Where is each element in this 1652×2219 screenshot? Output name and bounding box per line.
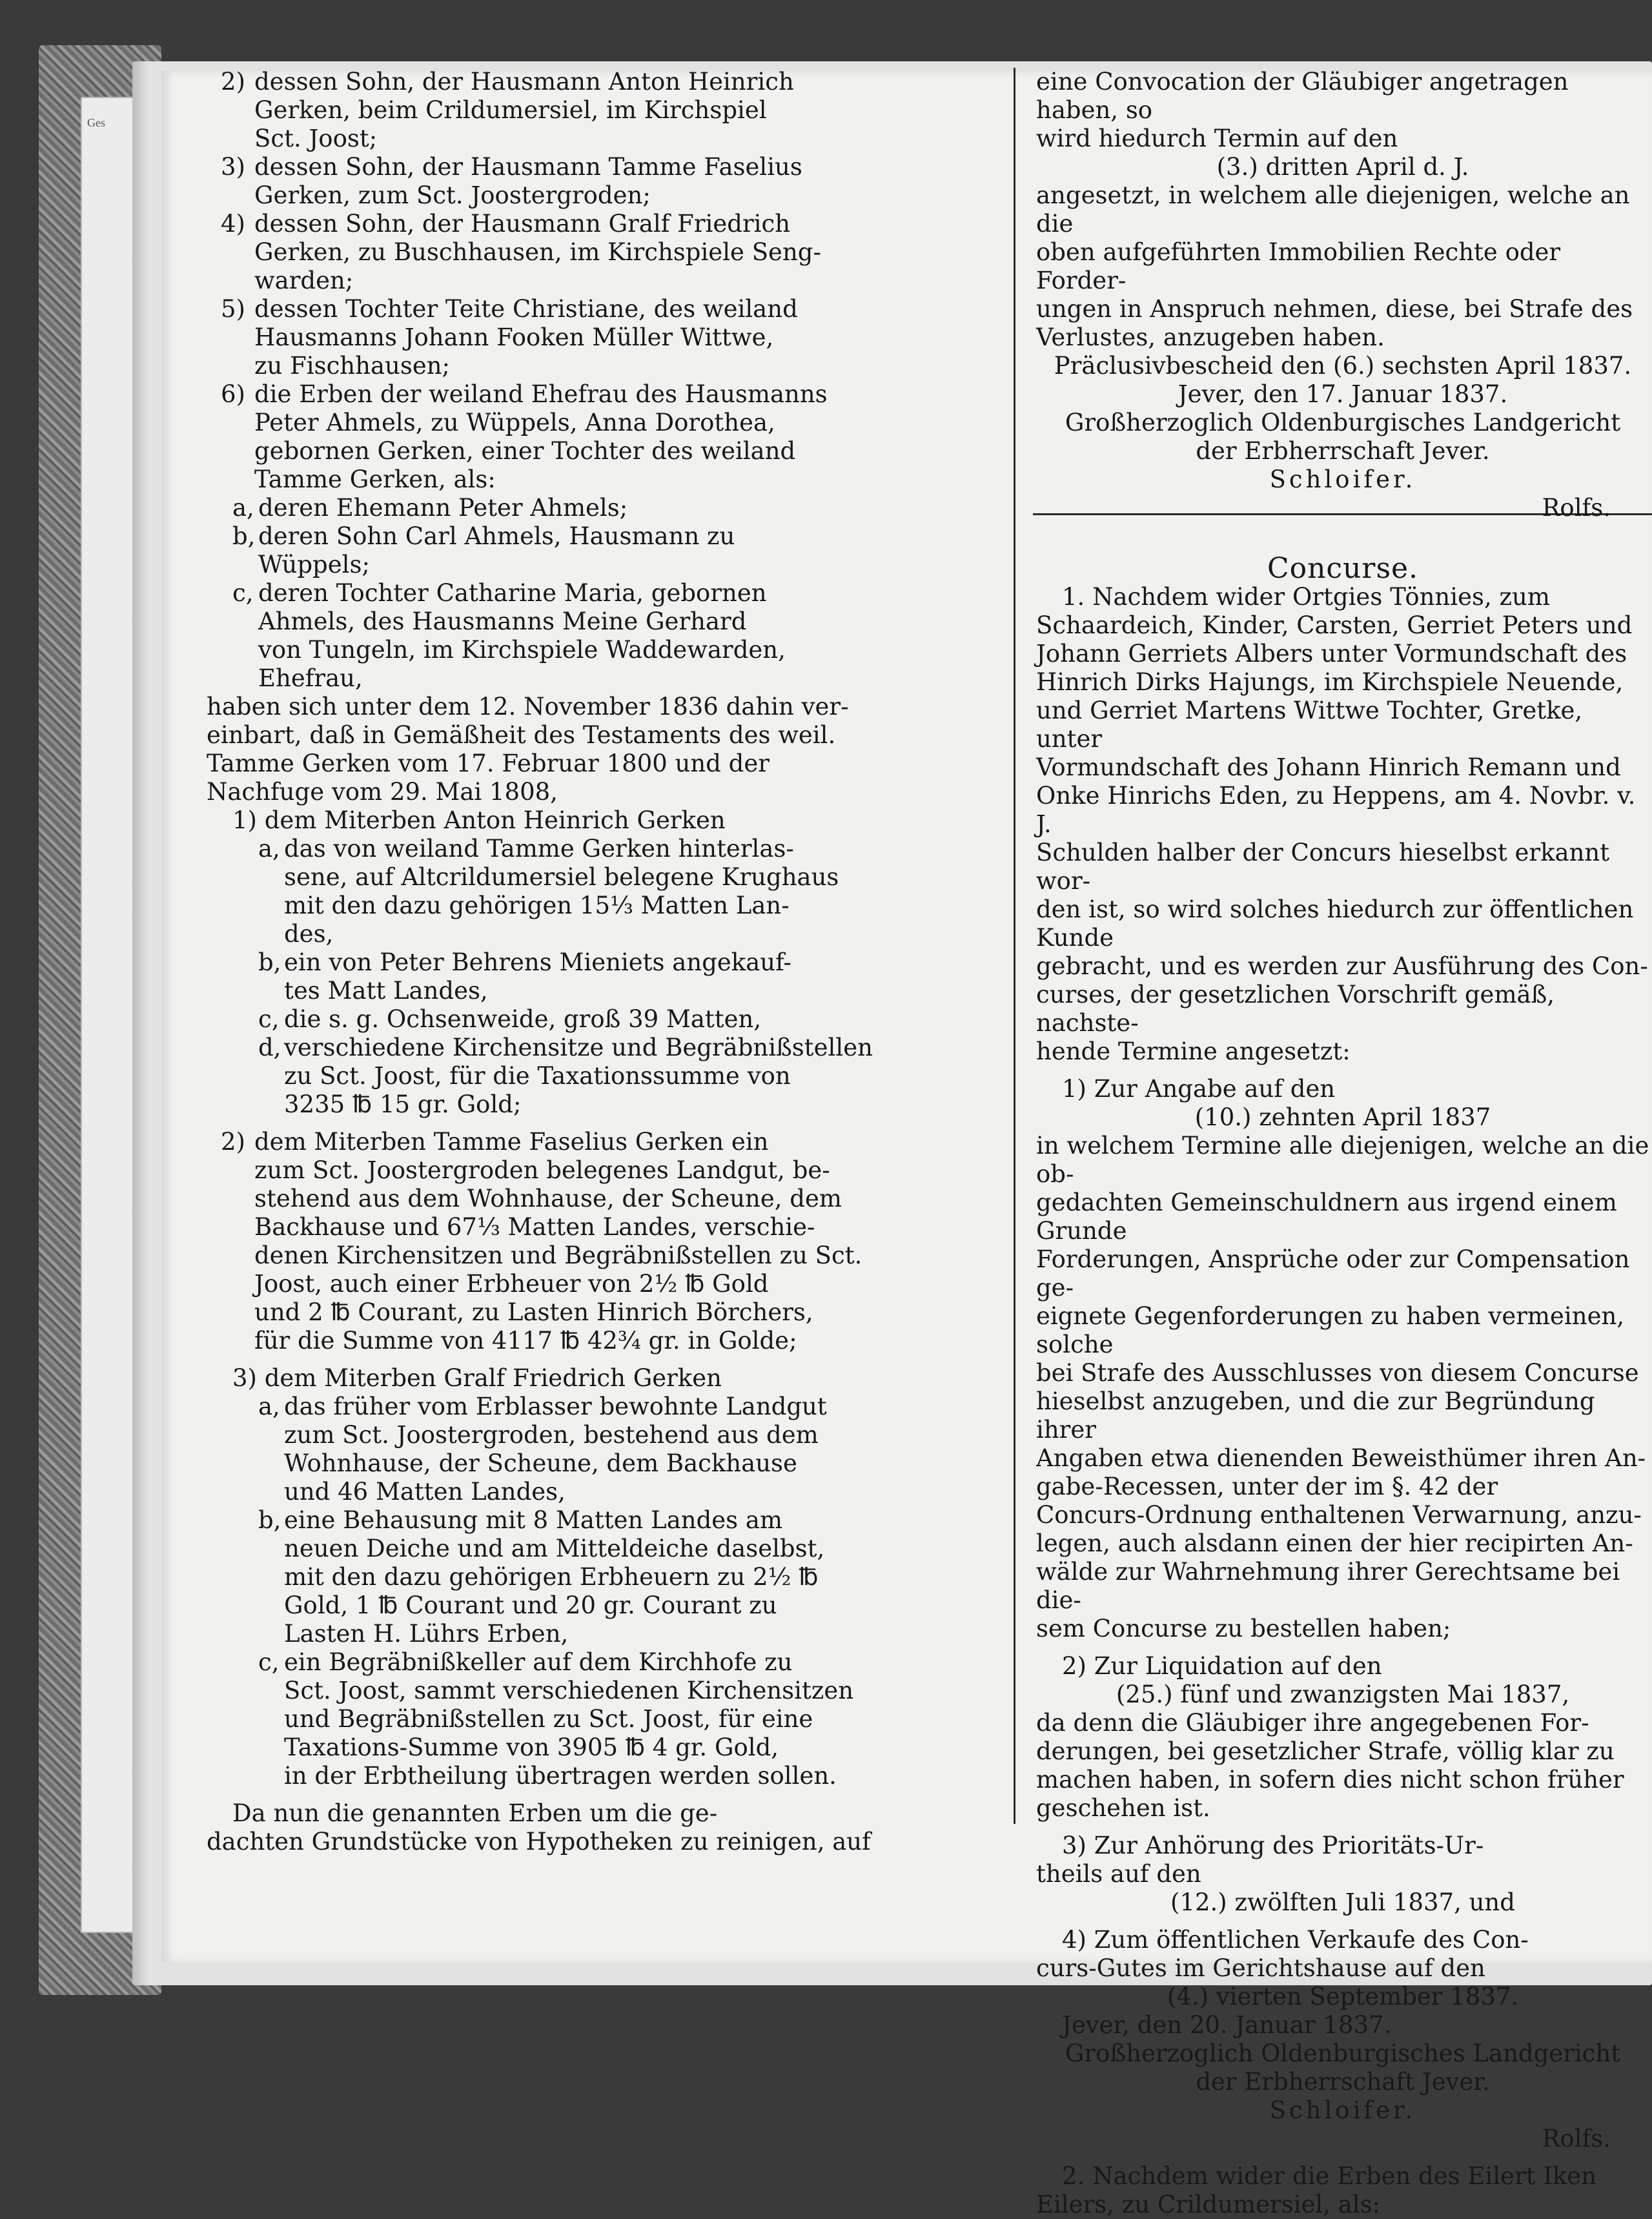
text-line: haben sich unter dem 12. November 1836 dahin ver- <box>207 693 849 721</box>
term-3-date: (12.) zwölften Juli 1837, und <box>1170 1888 1515 1916</box>
item-line: Taxations-Summe von 3905 ℔ 4 gr. Gold, <box>284 1733 779 1761</box>
item-line: Peter Ahmels, zu Wüppels, Anna Dorothea, <box>254 409 775 436</box>
numbered-item <box>207 153 988 210</box>
notice-2 <box>1036 2162 1649 2219</box>
numbered-item <box>207 295 988 380</box>
sub-heirs-list <box>207 494 988 693</box>
text-line: hende Termine angesetzt: <box>1036 1038 1351 1065</box>
signer-schloifer: Schloifer. <box>1269 465 1416 493</box>
item-text <box>254 153 802 210</box>
item-line: warden; <box>254 267 354 294</box>
previous-page-fragment: Ges <box>87 116 105 129</box>
text-line: gebracht, und es werden zur Ausführung des Con- <box>1036 952 1648 980</box>
dateline-2: Jever, den 20. Januar 1837. <box>1062 2011 1392 2039</box>
dateline: Jever, den 17. Januar 1837. <box>1178 380 1508 408</box>
item-line: und 2 ℔ Courant, zu Lasten Hinrich Börchers, <box>254 1298 813 1326</box>
item-line: Lasten H. Lührs Erben, <box>284 1620 569 1648</box>
item-line: Sct. Joost; <box>254 125 378 152</box>
numbered-item <box>207 1128 988 1355</box>
allotment-2 <box>207 1128 988 1355</box>
term-4 <box>1036 1926 1649 2011</box>
item-line: in der Erbtheilung übertragen werden sollen. <box>284 1762 837 1790</box>
item-line: dessen Tochter Teite Christiane, des weiland <box>254 295 798 323</box>
text-line: den ist, so wird solches hiedurch zur öffentlichen Kunde <box>1036 895 1634 952</box>
text-line: einbart, daß in Gemäßheit des Testaments des weil. <box>207 721 836 749</box>
text-line: der Erbherrschaft Jever. <box>1196 437 1490 465</box>
item-line: stehend aus dem Wohnhause, der Scheune, dem <box>254 1185 842 1212</box>
item-letter: c, <box>232 579 254 607</box>
item-text <box>254 295 798 380</box>
notice-1 <box>1036 583 1649 1066</box>
item-letter: a, <box>258 835 280 863</box>
item-letter: b, <box>258 1506 281 1534</box>
text-line: wälde zur Wahrnehmung ihrer Gerechtsame bei die- <box>1036 1558 1620 1614</box>
text-line: wird hiedurch Termin auf den <box>1036 125 1398 152</box>
numbered-item <box>207 68 988 153</box>
text-line: eignete Gegenforderungen zu haben vermeinen, solche <box>1036 1302 1625 1358</box>
term-1-heading: 1) Zur Angabe auf den <box>1062 1075 1336 1103</box>
item-line: Gerken, beim Crildumersiel, im Kirchspiel <box>254 96 767 124</box>
term-2 <box>1036 1652 1649 1823</box>
text-line: Schulden halber der Concurs hieselbst erkannt wor- <box>1036 839 1610 895</box>
allotment-3-heading: 3) dem Miterben Gralf Friedrich Gerken <box>232 1364 722 1392</box>
item-text <box>284 1034 873 1119</box>
item-line: das von weiland Tamme Gerken hinterlas- <box>284 835 794 863</box>
item-line: 3235 ℔ 15 gr. Gold; <box>284 1090 522 1118</box>
term-1 <box>1036 1075 1649 1643</box>
item-line: eine Behausung mit 8 Matten Landes am <box>284 1506 783 1534</box>
signer-rolfs: Rolfs. <box>1542 494 1611 522</box>
text-line: theils auf den <box>1036 1860 1201 1888</box>
item-text <box>258 494 627 522</box>
lettered-item <box>207 1005 988 1034</box>
item-line: Ehefrau, <box>258 664 363 692</box>
item-number: 3) <box>221 153 245 181</box>
item-line: dessen Sohn, der Hausmann Anton Heinrich <box>254 68 794 96</box>
heirs-list <box>207 68 988 494</box>
court-name-2 <box>1036 2040 1649 2096</box>
closing-paragraph <box>207 1799 988 1856</box>
item-line: Wüppels; <box>258 551 370 578</box>
item-line: deren Tochter Catharine Maria, gebornen <box>258 579 767 607</box>
convocation-text-2 <box>1036 181 1649 352</box>
text-line: der Erbherrschaft Jever. <box>1196 2068 1490 2096</box>
item-line: und Begräbnißstellen zu Sct. Joost, für eine <box>284 1705 813 1733</box>
text-line: Da nun die genannten Erben um die ge- <box>232 1799 718 1827</box>
text-line: Concurs-Ordnung enthaltenen Verwarnung, anzu- <box>1036 1501 1642 1529</box>
text-line: geschehen ist. <box>1036 1794 1210 1822</box>
text-line: in welchem Termine alle diejenigen, welche an die ob- <box>1036 1132 1649 1188</box>
item-line: Gerken, zum Sct. Joostergroden; <box>254 181 651 209</box>
text-line: 1. Nachdem wider Ortgies Tönnies, zum <box>1062 583 1550 611</box>
text-line: und Gerriet Martens Wittwe Tochter, Gretke, unter <box>1036 697 1583 753</box>
item-line: deren Ehemann Peter Ahmels; <box>258 494 628 522</box>
item-text <box>284 1506 824 1648</box>
item-text <box>258 579 786 693</box>
numbered-item <box>207 380 988 494</box>
item-line: zum Sct. Joostergroden belegenes Landgut, be- <box>254 1156 830 1184</box>
text-line: bei Strafe des Ausschlusses von diesem Concurse <box>1036 1359 1639 1387</box>
court-name <box>1036 409 1649 465</box>
text-line: hieselbst anzugeben, und die zur Begründung ihrer <box>1036 1387 1595 1444</box>
item-text <box>284 835 839 948</box>
text-line: angesetzt, in welchem alle diejenigen, welche an die <box>1036 181 1630 238</box>
term-2-date: (25.) fünf und zwanzigsten Mai 1837, <box>1116 1681 1570 1708</box>
text-line: legen, auch alsdann einen der hier recipirten An- <box>1036 1529 1633 1557</box>
item-letter: c, <box>258 1005 280 1033</box>
item-line: dessen Sohn, der Hausmann Tamme Faselius <box>254 153 802 181</box>
item-line: für die Summe von 4117 ℔ 42¾ gr. in Golde; <box>254 1327 797 1355</box>
item-number: 2) <box>221 1128 245 1156</box>
item-text <box>254 68 794 153</box>
convocation-text <box>1036 68 1649 153</box>
item-line: Gold, 1 ℔ Courant und 20 gr. Courant zu <box>284 1591 777 1619</box>
item-text <box>284 1005 761 1034</box>
text-line: 3) Zur Anhörung des Prioritäts-Ur- <box>1062 1832 1484 1859</box>
item-line: Sct. Joost, sammt verschiedenen Kirchensitzen <box>284 1677 854 1704</box>
item-line: und 46 Matten Landes, <box>284 1478 566 1506</box>
item-line: zu Sct. Joost, für die Taxationssumme von <box>284 1062 791 1090</box>
allotment-3 <box>207 1364 988 1790</box>
text-line: Eilers, zu Crildumersiel, als: <box>1036 2191 1381 2218</box>
left-column <box>207 68 988 1856</box>
item-letter: a, <box>258 1393 280 1420</box>
lettered-item <box>207 1393 988 1506</box>
item-letter: b, <box>258 948 281 976</box>
right-column <box>1036 68 1649 2219</box>
item-line: tes Matt Landes, <box>284 977 488 1005</box>
text-line: Hinrich Dirks Hajungs, im Kirchspiele Neuende, <box>1036 668 1624 696</box>
agreement-paragraph <box>207 693 988 806</box>
text-line: Großherzoglich Oldenburgisches Landgericht <box>1065 409 1621 436</box>
item-letter: c, <box>258 1648 280 1676</box>
convocation-date: (3.) dritten April d. J. <box>1216 153 1469 181</box>
item-line: Backhause und 67⅓ Matten Landes, verschie- <box>254 1213 815 1241</box>
text-line: gabe-Recessen, unter der im §. 42 der <box>1036 1473 1498 1500</box>
text-line: Forderungen, Ansprüche oder zur Compensation ge- <box>1036 1245 1630 1302</box>
text-line: 2. Nachdem wider die Erben des Eilert Iken <box>1062 2162 1597 2190</box>
text-line: Schaardeich, Kinder, Carsten, Gerriet Peters und <box>1036 611 1633 639</box>
item-number: 4) <box>221 210 245 238</box>
item-text <box>254 380 828 494</box>
text-line: curses, der gesetzlichen Vorschrift gemäß, nachste- <box>1036 981 1555 1037</box>
text-line: Vormundschaft des Johann Hinrich Remann und <box>1036 753 1621 781</box>
text-line: 4) Zum öffentlichen Verkaufe des Con- <box>1062 1926 1529 1954</box>
item-line: verschiedene Kirchensitze und Begräbnißstellen <box>284 1034 873 1061</box>
item-line: denen Kirchensitzen und Begräbnißstellen zu Sct. <box>254 1242 862 1269</box>
item-text <box>254 1128 862 1355</box>
item-letter: d, <box>258 1034 281 1061</box>
text-line: Angaben etwa dienenden Beweisthümer ihren An- <box>1036 1444 1646 1472</box>
item-text <box>284 948 791 1005</box>
item-line: die Erben der weiland Ehefrau des Hausmanns <box>254 380 828 408</box>
text-line: oben aufgeführten Immobilien Rechte oder Forder- <box>1036 238 1561 294</box>
item-line: Wohnhause, der Scheune, dem Backhause <box>284 1449 797 1477</box>
text-line: Johann Gerriets Albers unter Vormundschaft des <box>1036 640 1627 668</box>
item-text <box>258 522 735 579</box>
item-letter: a, <box>232 494 254 522</box>
text-line: Onke Hinrichs Eden, zu Heppens, am 4. Novbr. v. J. <box>1036 782 1636 838</box>
lettered-item <box>207 579 988 693</box>
item-number: 5) <box>221 295 245 323</box>
item-line: von Tungeln, im Kirchspiele Waddewarden, <box>258 636 786 664</box>
item-line: Joost, auch einer Erbheuer von 2½ ℔ Gold <box>254 1270 769 1298</box>
item-line: mit den dazu gehörigen Erbheuern zu 2½ ℔ <box>284 1563 819 1591</box>
term-1-date: (10.) zehnten April 1837 <box>1194 1103 1491 1131</box>
item-line: Gerken, zu Buschhausen, im Kirchspiele Seng- <box>254 238 821 266</box>
text-line: eine Convocation der Gläubiger angetragen haben, so <box>1036 68 1569 124</box>
lettered-item <box>207 1034 988 1119</box>
text-line: ungen in Anspruch nehmen, diese, bei Strafe des <box>1036 295 1633 323</box>
item-text <box>284 1393 827 1506</box>
item-number: 6) <box>221 380 245 408</box>
item-line: Hausmanns Johann Fooken Müller Wittwe, <box>254 323 774 351</box>
item-line: das früher vom Erblasser bewohnte Landgut <box>284 1393 827 1420</box>
text-line: machen haben, in sofern dies nicht schon früher <box>1036 1766 1624 1794</box>
text-line: derungen, bei gesetzlicher Strafe, völlig klar zu <box>1036 1737 1615 1765</box>
text-line: Tamme Gerken vom 17. Februar 1800 und der <box>207 750 770 777</box>
text-line: Verlustes, anzugeben haben. <box>1036 323 1385 351</box>
text-line: dachten Grundstücke von Hypotheken zu reinigen, auf <box>207 1828 871 1856</box>
praeclusiv-line: Präclusivbescheid den (6.) sechsten April 1837. <box>1054 352 1632 380</box>
item-text <box>284 1648 853 1790</box>
item-line: ein von Peter Behrens Mieniets angekauf- <box>284 948 791 976</box>
lettered-item <box>207 522 988 579</box>
text-line: curs-Gutes im Gerichtshause auf den <box>1036 1954 1485 1982</box>
item-line: zum Sct. Joostergroden, bestehend aus dem <box>284 1421 819 1449</box>
text-line: da denn die Gläubiger ihre angegebenen For- <box>1036 1709 1589 1737</box>
text-line: Nachfuge vom 29. Mai 1808, <box>207 778 558 806</box>
item-line: ein Begräbnißkeller auf dem Kirchhofe zu <box>284 1648 793 1676</box>
item-line: Ahmels, des Hausmanns Meine Gerhard <box>258 608 747 635</box>
text-line: sem Concurse zu bestellen haben; <box>1036 1615 1451 1642</box>
lettered-item <box>207 494 988 522</box>
item-line: deren Sohn Carl Ahmels, Hausmann zu <box>258 522 735 550</box>
item-text <box>254 210 821 295</box>
item-line: zu Fischhausen; <box>254 352 451 380</box>
term-4-date: (4.) vierten September 1837. <box>1167 1983 1519 2010</box>
item-line: neuen Deiche und am Mitteldeiche daselbst, <box>284 1535 825 1562</box>
item-letter: b, <box>232 522 256 550</box>
allotment-1-heading: 1) dem Miterben Anton Heinrich Gerken <box>232 806 726 834</box>
item-line: Tamme Gerken, als: <box>254 465 496 493</box>
item-line: dem Miterben Tamme Faselius Gerken ein <box>254 1128 769 1156</box>
lettered-item <box>207 835 988 948</box>
column-divider <box>1014 68 1015 1824</box>
item-line: dessen Sohn, der Hausmann Gralf Friedrich <box>254 210 791 238</box>
signer-rolfs-2: Rolfs. <box>1542 2125 1611 2153</box>
lettered-item <box>207 948 988 1005</box>
item-line: des, <box>284 920 334 948</box>
term-3 <box>1036 1832 1649 1917</box>
lettered-item <box>207 1648 988 1790</box>
item-line: gebornen Gerken, einer Tochter des weiland <box>254 437 796 465</box>
item-number: 2) <box>221 68 245 96</box>
text-line: gedachten Gemeinschuldnern aus irgend einem Grunde <box>1036 1189 1617 1245</box>
allotment-1 <box>207 806 988 1119</box>
term-2-heading: 2) Zur Liquidation auf den <box>1062 1652 1382 1680</box>
text-line: Großherzoglich Oldenburgisches Landgericht <box>1065 2040 1621 2067</box>
item-line: sene, auf Altcrildumersiel belegene Krughaus <box>284 863 839 891</box>
signer-schloifer-2: Schloifer. <box>1269 2096 1416 2124</box>
section-heading-concurse: Concurse. <box>1267 552 1419 585</box>
item-line: mit den dazu gehörigen 15⅓ Matten Lan- <box>284 892 790 919</box>
item-line: die s. g. Ochsenweide, groß 39 Matten, <box>284 1005 762 1033</box>
lettered-item <box>207 1506 988 1648</box>
numbered-item <box>207 210 988 295</box>
